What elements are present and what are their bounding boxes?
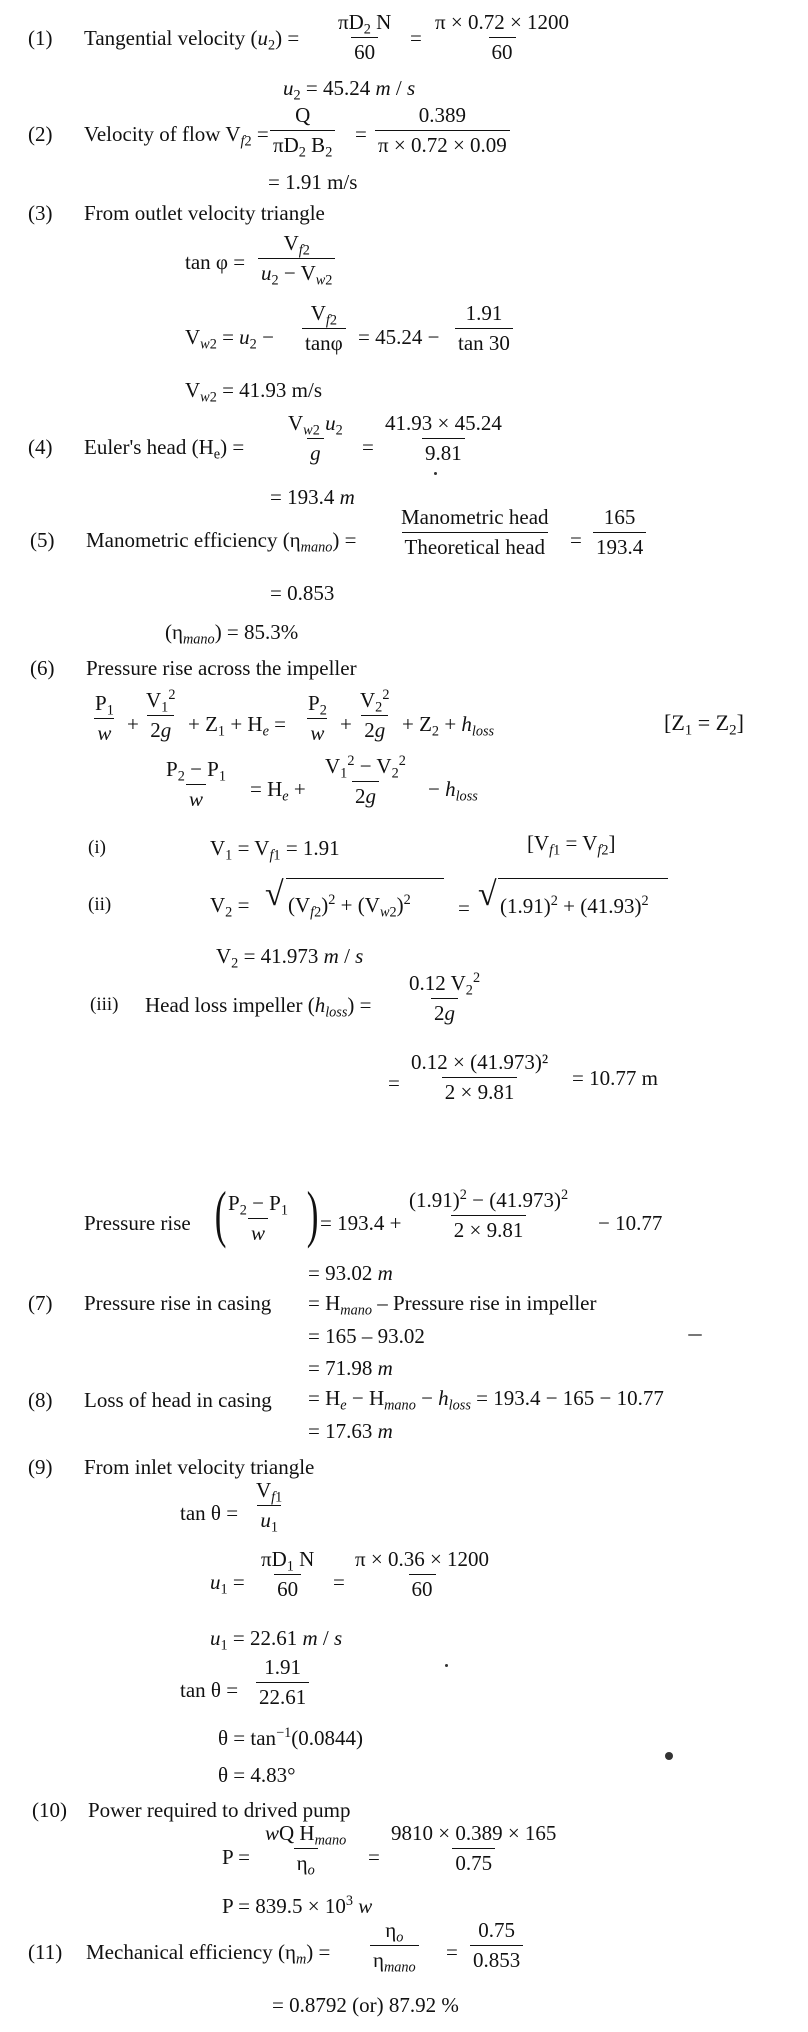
step-label: Tangential velocity $(u_2)$ = (84, 26, 300, 54)
result: $V_{w2} = 41.93$ m/s (185, 378, 323, 406)
result: = 0.8792 (or) 87.92 % (272, 1993, 459, 2017)
result: $u_2 = 45.24$ m / s (283, 76, 416, 104)
result: = 10.77 m (572, 1066, 658, 1090)
fraction: $\frac{Q}{\pi D_2 B_2}$ (270, 105, 335, 156)
result: θ = 4.83° (218, 1763, 296, 1787)
result: = 1.91 m/s (268, 170, 358, 194)
step-number: (8) (28, 1388, 53, 1412)
fraction: $\frac{V_{f2}}{\tan\varphi}$ (302, 303, 346, 354)
result: $V_2 = 41.973$ m / s (216, 944, 364, 972)
step-label: Pressure rise (84, 1211, 191, 1235)
step-label: Loss of head in casing (84, 1388, 272, 1412)
condition-note: $[V_{f1} = V_{f2}]$ (527, 831, 616, 859)
fraction: $\frac{V_2^2}{2g}$ (360, 687, 390, 742)
fraction: $\frac{(1.91)^2 - (41.973)^2}{2 \times 9.81}$ (409, 1187, 569, 1242)
fraction: $\frac{41.93 \times 45.24}{9.81}$ (385, 411, 502, 465)
fraction: $\frac{V_1^2}{2g}$ (146, 687, 176, 742)
step-label: From inlet velocity triangle (84, 1455, 315, 1479)
result: = 17.63 m (308, 1419, 393, 1443)
step-number: (7) (28, 1291, 53, 1315)
step-label: Euler's head $(H_e)$ = (84, 435, 245, 463)
step-label: Manometric efficiency $(\eta_{mano})$ = (86, 528, 357, 556)
step-number: (2) (28, 122, 53, 146)
scan-speck (445, 1664, 448, 1667)
step-label: Pressure rise in casing (84, 1291, 272, 1315)
sqrt-symbol: √ (265, 876, 284, 913)
step-label: Mechanical efficiency $(\eta_m)$ = (86, 1940, 331, 1968)
step-label: Power required to drived pump (88, 1798, 351, 1822)
fraction: $\frac{165}{193.4}$ (593, 507, 646, 558)
fraction: $\eta_o$ $\eta_{mano}$ (370, 1920, 419, 1971)
fraction: $\frac{0.12 V_2^2}{2g}$ (409, 970, 481, 1025)
result: $P = 839.5 \times 10^3$ w (222, 1893, 373, 1918)
step-number: (3) (28, 201, 53, 225)
result: $(\eta_{mano}) = 85.3\%$ (165, 620, 299, 648)
fraction: $\frac{V_{f1}}{u_1}$ (256, 1478, 283, 1536)
fraction: $\frac{P_2}{w}$ (308, 691, 327, 745)
result: = 93.02 m (308, 1261, 393, 1285)
step-label: From outlet velocity triangle (84, 201, 325, 225)
step-number: (11) (28, 1940, 63, 1964)
fraction: Manometric head Theoretical head (401, 505, 549, 559)
fraction: $\frac{V_{w2} u_2}{g}$ (288, 411, 343, 465)
fraction: $\frac{0.75}{0.853}$ (470, 1920, 523, 1971)
fraction: wQ $H_{mano}$ $\eta_o$ (265, 1821, 347, 1879)
fraction: $\frac{1.91}{\tan 30}$ (455, 303, 513, 354)
fraction: $\frac{P_2 - P_1}{w}$ (228, 1191, 288, 1245)
step-number: (6) (30, 656, 55, 680)
step-number: (5) (30, 528, 55, 552)
fraction: $\frac{0.389}{\pi \times 0.72 \times 0.09}$ (375, 105, 510, 156)
result: = 0.853 (270, 581, 335, 605)
result: = 71.98 m (308, 1356, 393, 1380)
fraction: $\frac{\pi D_2 N}{60}$ (338, 10, 392, 64)
scan-speck (434, 472, 437, 475)
result: $u_1 = 22.61$ m / s (210, 1626, 343, 1654)
fraction: $\frac{\pi D_1 N}{60}$ (261, 1547, 315, 1601)
fraction: $\frac{P_2 - P_1}{w}$ (166, 757, 226, 811)
step-number: (4) (28, 435, 53, 459)
scan-speck (688, 1334, 702, 1336)
step-number: (1) (28, 26, 53, 50)
fraction: $\frac{\text{0.12 × (41.973)²}}{2 \times 9.81}$ (411, 1050, 549, 1104)
step-label: Velocity of flow $V_{f2}$ = (84, 122, 269, 150)
fraction: $\frac{1.91}{22.61}$ (256, 1657, 309, 1708)
fraction: $\frac{\pi \times 0.36 \times 1200}{60}$ (355, 1547, 490, 1601)
condition-note: $[Z_1 = Z_2]$ (664, 710, 744, 739)
fraction: $\frac{V_{f2}}{u_2 - V_{w2}}$ (258, 233, 335, 284)
result: = 193.4 m (270, 485, 355, 509)
fraction: $\frac{V_1^2 - V_2^2}{2g}$ (325, 753, 406, 808)
fraction: $\frac{9810 \times 0.389 \times 165}{0.75}$ (391, 1821, 557, 1875)
fraction: $\frac{\pi \times 0.72 \times 1200}{60}$ (435, 10, 570, 64)
scan-speck (665, 1752, 673, 1760)
fraction: $\frac{P_1}{w}$ (95, 691, 114, 745)
sqrt-symbol: √ (478, 876, 497, 913)
step-number: (10) (32, 1798, 67, 1822)
step-number: (9) (28, 1455, 53, 1479)
step-label: Pressure rise across the impeller (86, 656, 357, 680)
